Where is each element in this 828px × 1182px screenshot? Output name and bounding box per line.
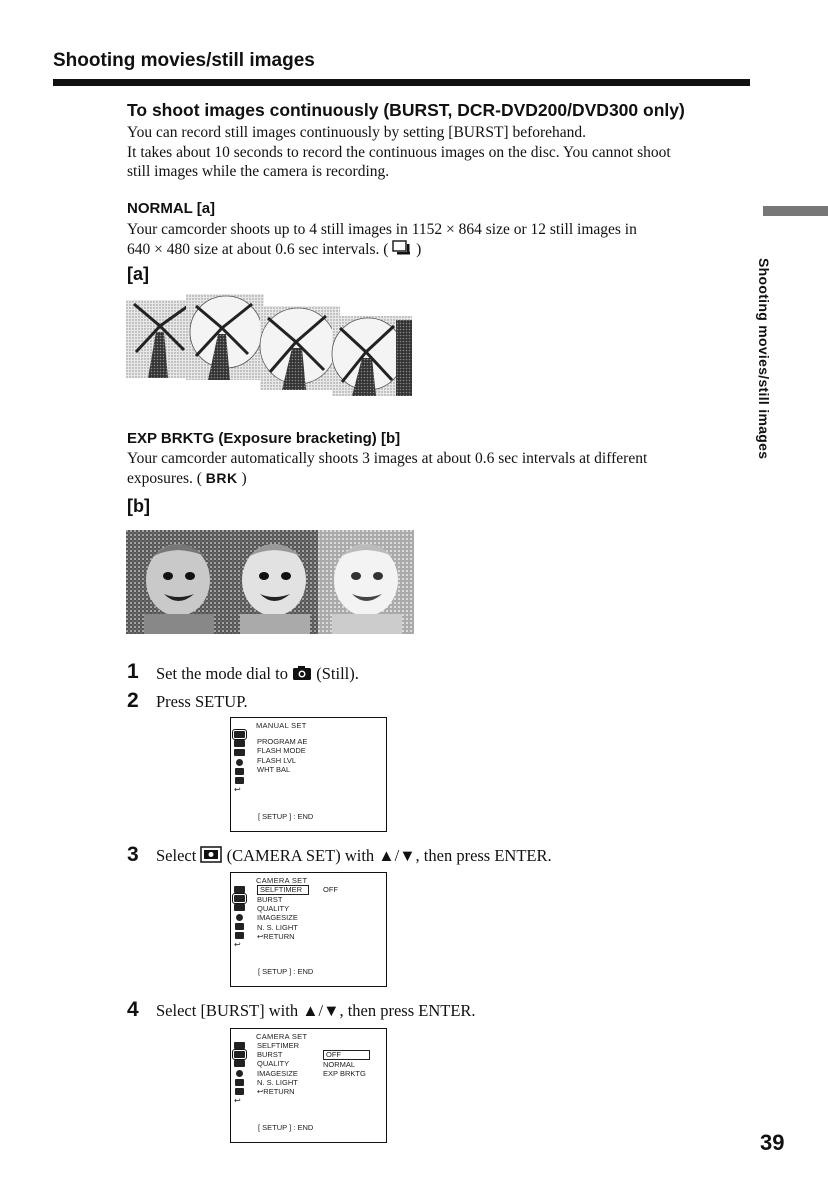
child-photo-dark <box>126 530 222 634</box>
step-3-number: 3 <box>127 843 139 866</box>
lcd-manual-set <box>230 717 387 832</box>
lcd-footer: [ SETUP ] : END <box>258 1123 314 1132</box>
lcd-header: MANUAL SET <box>256 721 307 730</box>
page-number: 39 <box>760 1130 785 1155</box>
lcd-menu-icons <box>234 731 248 794</box>
printer-icon <box>235 1079 244 1086</box>
lcd-item-selected: SELFTIMER <box>257 885 309 895</box>
lcd-item-selected: BURST <box>257 1050 283 1060</box>
step-4-text: Select [BURST] with ▲/▼, then press ENTER. <box>156 1001 476 1020</box>
lcd-footer: [ SETUP ] : END <box>258 812 314 821</box>
step-1-text-pre: Set the mode dial to <box>156 664 288 683</box>
burst-normal-icon <box>392 240 412 256</box>
lcd-value: OFF <box>323 885 338 894</box>
lcd-option-selected: OFF <box>323 1050 370 1060</box>
step-3-text <box>156 846 552 866</box>
camera-set-icon <box>234 1051 245 1058</box>
normal-line-2 <box>127 240 757 260</box>
play-set-icon <box>234 749 245 756</box>
exp-line-2-close: ) <box>241 470 247 487</box>
lcd-footer: [ SETUP ] : END <box>258 967 314 976</box>
lcd-item: IMAGESIZE <box>257 1068 298 1078</box>
printer-icon <box>235 768 244 775</box>
windmill-photo-4 <box>332 316 412 396</box>
camera-set-icon <box>234 895 245 902</box>
normal-heading: NORMAL [a] <box>127 200 216 217</box>
lcd-header: CAMERA SET <box>256 876 308 885</box>
play-set-icon <box>234 904 245 911</box>
camera-still-icon <box>292 665 312 681</box>
lcd-option: NORMAL <box>323 1060 356 1069</box>
manual-set-icon <box>234 731 245 738</box>
disc-set-icon <box>236 759 243 766</box>
exp-line-2-text: exposures. ( <box>127 470 202 487</box>
disc-set-icon <box>236 914 243 921</box>
normal-line-2-close: ) <box>416 241 422 258</box>
etc-icon <box>235 777 244 784</box>
step-1-text-post: (Still). <box>316 664 359 683</box>
header-rule <box>53 79 750 86</box>
lcd-item: BURST <box>257 895 283 904</box>
camera-set-icon <box>234 740 245 747</box>
intro-line-3: still images while the camera is recording. <box>127 163 390 180</box>
burst-windmill-photos <box>126 292 414 398</box>
figure-b-label: [b] <box>127 496 150 516</box>
figure-a-label: [a] <box>127 264 149 284</box>
brk-icon: BRK <box>205 470 238 486</box>
lcd-menu-icons <box>234 886 248 949</box>
lcd-items <box>257 730 307 774</box>
lcd-header: CAMERA SET <box>256 1032 308 1041</box>
intro-line-2: It takes about 10 seconds to record the continuous images on the disc. You cannot shoot <box>127 144 671 161</box>
windmill-photo-3 <box>260 306 340 390</box>
lcd-item: WHT BAL <box>257 764 291 774</box>
lcd-item: QUALITY <box>257 1059 290 1069</box>
lcd-item: N. S. LIGHT <box>257 922 298 932</box>
normal-line-2-text: 640 × 480 size at about 0.6 sec intervals. ( <box>127 241 389 258</box>
step-4-number: 4 <box>127 998 139 1021</box>
lcd-item: FLASH LVL <box>257 755 297 765</box>
normal-line-1: Your camcorder shoots up to 4 still images in 1152 × 864 size or 12 still images in <box>127 221 637 238</box>
step-3-text-pre: Select <box>156 846 197 865</box>
lcd-item: PROGRAM AE <box>257 737 308 747</box>
etc-icon <box>235 932 244 939</box>
return-icon: ↩ <box>234 940 241 950</box>
lcd-item: ↩RETURN <box>257 931 295 941</box>
exposure-bracket-photos <box>126 530 414 634</box>
step-2-text: Press SETUP. <box>156 692 248 711</box>
return-icon: ↩ <box>234 1096 241 1106</box>
child-photo-normal <box>222 530 318 634</box>
exp-line-2 <box>127 469 757 489</box>
lcd-item: FLASH MODE <box>257 746 306 756</box>
lcd-items <box>257 1041 299 1096</box>
step-1-text <box>156 664 359 684</box>
manual-set-icon <box>234 1042 245 1049</box>
lcd-item: N. S. LIGHT <box>257 1077 298 1087</box>
play-set-icon <box>234 1060 245 1067</box>
exp-heading: EXP BRKTG (Exposure bracketing) [b] <box>127 430 401 447</box>
child-photo-bright <box>318 530 414 634</box>
etc-icon <box>235 1088 244 1095</box>
lcd-options <box>323 1050 370 1078</box>
lcd-item: IMAGESIZE <box>257 913 298 923</box>
return-icon: ↩ <box>234 785 241 795</box>
exp-line-1: Your camcorder automatically shoots 3 images at about 0.6 sec intervals at different <box>127 450 648 467</box>
lcd-item: QUALITY <box>257 904 290 914</box>
camera-set-icon <box>200 846 222 863</box>
intro-line-1: You can record still images continuously by setting [BURST] beforehand. <box>127 124 587 141</box>
lcd-item: SELFTIMER <box>257 1041 300 1050</box>
printer-icon <box>235 923 244 930</box>
lcd-burst-options <box>230 1028 387 1143</box>
side-tab-bar <box>763 206 828 216</box>
step-1-number: 1 <box>127 660 139 683</box>
lcd-item: ↩RETURN <box>257 1087 295 1097</box>
windmill-photo-2 <box>186 294 264 380</box>
step-2-number: 2 <box>127 689 139 712</box>
lcd-option: EXP BRKTG <box>323 1069 366 1079</box>
section-title: To shoot images continuously (BURST, DCR-DVD200/DVD300 only) <box>127 100 685 120</box>
step-3-text-post: (CAMERA SET) with ▲/▼, then press ENTER. <box>226 846 552 865</box>
lcd-menu-icons <box>234 1042 248 1105</box>
manual-set-icon <box>234 886 245 893</box>
disc-set-icon <box>236 1070 243 1077</box>
lcd-camera-set <box>230 872 387 987</box>
page-header-title: Shooting movies/still images <box>53 50 315 71</box>
lcd-items <box>257 885 309 941</box>
side-tab-label: Shooting movies/still images <box>756 258 772 460</box>
